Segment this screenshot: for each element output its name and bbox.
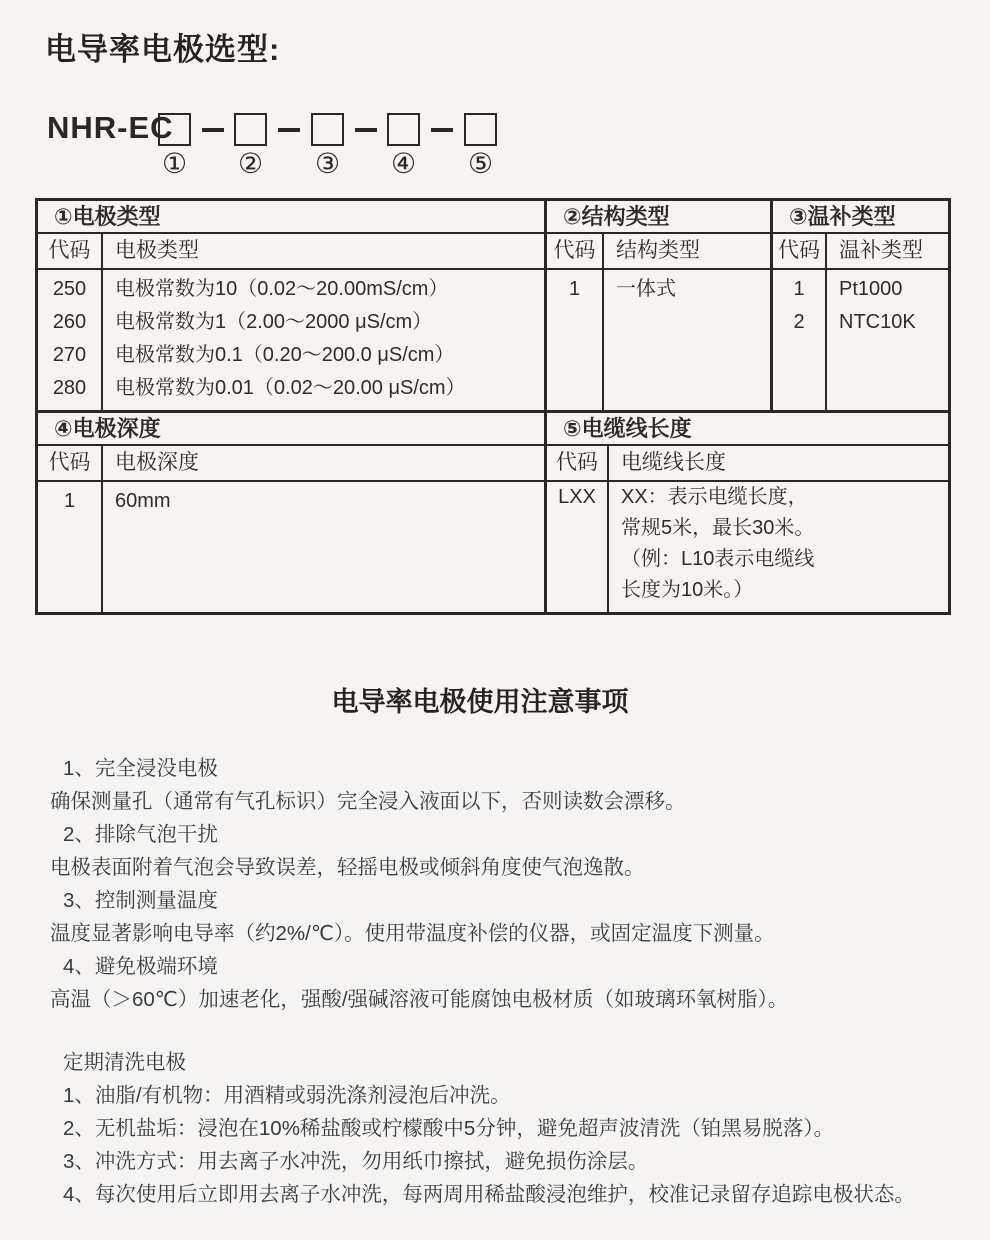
desc-cell: NTC10K [839, 311, 916, 333]
note-line: 3、控制测量温度 [63, 889, 218, 912]
cleaning-notes [0, 1046, 990, 1211]
desc-column [103, 446, 544, 612]
code-column [547, 234, 604, 410]
desc-column [103, 234, 544, 410]
section-columns [547, 234, 770, 410]
dash-separator [355, 128, 377, 132]
code-column [773, 234, 827, 410]
selection-table [35, 198, 951, 615]
code-column [547, 446, 609, 612]
notes-title: 电导率电极使用注意事项 [331, 687, 629, 717]
note-line: 电极表面附着气泡会导致误差，轻摇电极或倾斜角度使气泡逸散。 [50, 856, 645, 879]
desc-cell: Pt1000 [839, 278, 903, 300]
desc-cells [604, 270, 770, 306]
code-cells [38, 270, 101, 405]
desc-column-header: 电极深度 [103, 446, 544, 482]
position-marker-1: ① [161, 148, 188, 179]
section-header: ⑤电缆线长度 [547, 413, 948, 446]
note-line: 3、冲洗方式：用去离子水冲洗，勿用纸巾擦拭，避免损伤涂层。 [63, 1150, 649, 1173]
desc-cell: 电极常数为0.01（0.02～20.00 μS/cm） [115, 377, 466, 399]
position-marker-4: ④ [390, 148, 417, 179]
position-marker-2: ② [237, 148, 264, 179]
desc-cell-line: XX：表示电缆长度， [621, 486, 808, 508]
model-code-prefix: NHR-EC [47, 110, 174, 145]
desc-cell: 一体式 [616, 278, 676, 300]
desc-cell-line: 常规5米，最长30米。 [621, 517, 815, 539]
code-column [38, 234, 103, 410]
code-cell: LXX [558, 486, 596, 508]
dash-separator [202, 128, 224, 132]
code-column-header: 代码 [773, 234, 825, 270]
note-line: 高温（＞60℃）加速老化，强酸/强碱溶液可能腐蚀电极材质（如玻璃环氧树脂）。 [50, 988, 789, 1011]
model-code-box-1 [158, 113, 191, 146]
section-columns [38, 234, 544, 410]
code-cells [773, 270, 825, 339]
code-column-header: 代码 [547, 446, 607, 482]
usage-notes [0, 752, 990, 1016]
note-line: 确保测量孔（通常有气孔标识）完全浸入液面以下，否则读数会漂移。 [50, 790, 686, 813]
position-marker-5: ⑤ [467, 148, 494, 179]
desc-cell: 电极常数为1（2.00～2000 μS/cm） [115, 311, 433, 333]
model-code-box-5 [464, 113, 497, 146]
code-cells [547, 482, 607, 513]
desc-column [609, 446, 948, 612]
desc-cell-line: 长度为10米。） [621, 579, 754, 601]
section-header: ③温补类型 [773, 201, 948, 234]
section-header: ①电极类型 [38, 201, 544, 234]
model-code-box-2 [234, 113, 267, 146]
note-line: 1、油脂/有机物：用酒精或弱洗涤剂浸泡后冲洗。 [63, 1084, 511, 1107]
position-marker-3: ③ [314, 148, 341, 179]
code-column-header: 代码 [38, 234, 101, 270]
code-column-header: 代码 [547, 234, 602, 270]
desc-cells [103, 270, 544, 405]
note-line: 4、每次使用后立即用去离子水冲洗，每两周用稀盐酸浸泡维护，校准记录留存追踪电极状态。 [63, 1183, 915, 1206]
section-structure-type [544, 201, 770, 410]
desc-cells [609, 482, 948, 606]
table-top-half [38, 201, 948, 413]
code-cells [38, 482, 101, 518]
table-bottom-half [38, 413, 948, 612]
code-cell: 260 [52, 311, 87, 333]
desc-column [604, 234, 770, 410]
desc-cell: 电极常数为0.1（0.20～200.0 μS/cm） [115, 344, 455, 366]
desc-cell: 60mm [115, 490, 171, 512]
code-cell: 1 [568, 278, 581, 300]
desc-cell-line: （例：L10表示电缆线 [621, 548, 815, 570]
section-columns [547, 446, 948, 612]
section-electrode-depth [38, 413, 544, 612]
code-column [38, 446, 103, 612]
model-code-box-4 [387, 113, 420, 146]
code-cells [547, 270, 602, 306]
desc-column-header: 电极类型 [103, 234, 544, 270]
desc-cell: 电极常数为10（0.02～20.00mS/cm） [115, 278, 449, 300]
note-line: 4、避免极端环境 [63, 955, 218, 978]
page-title: 电导率电极选型: [45, 32, 281, 67]
model-code-box-3 [311, 113, 344, 146]
section-electrode-type [38, 201, 544, 410]
desc-column [827, 234, 948, 410]
dash-separator [278, 128, 300, 132]
code-cell: 2 [793, 311, 805, 333]
section-cable-length [544, 413, 948, 612]
section-temp-compensation [770, 201, 948, 410]
desc-cells [103, 482, 544, 518]
desc-column-header: 电缆线长度 [609, 446, 948, 482]
note-line: 温度显著影响电导率（约2%/℃）。使用带温度补偿的仪器，或固定温度下测量。 [50, 922, 775, 945]
section-header: ②结构类型 [547, 201, 770, 234]
code-cell: 270 [52, 344, 87, 366]
code-cell: 1 [793, 278, 805, 300]
note-line: 定期清洗电极 [63, 1051, 186, 1074]
dash-separator [431, 128, 453, 132]
code-column-header: 代码 [38, 446, 101, 482]
section-header: ④电极深度 [38, 413, 544, 446]
desc-column-header: 温补类型 [827, 234, 948, 270]
section-columns [773, 234, 948, 410]
code-cell: 250 [52, 278, 87, 300]
note-line: 2、无机盐垢：浸泡在10%稀盐酸或柠檬酸中5分钟，避免超声波清洗（铂黑易脱落）。 [63, 1117, 835, 1140]
desc-cells [827, 270, 948, 339]
code-cell: 1 [63, 490, 76, 512]
desc-column-header: 结构类型 [604, 234, 770, 270]
note-line: 1、完全浸没电极 [63, 757, 218, 780]
note-line: 2、排除气泡干扰 [63, 823, 218, 846]
section-columns [38, 446, 544, 612]
code-cell: 280 [52, 377, 87, 399]
